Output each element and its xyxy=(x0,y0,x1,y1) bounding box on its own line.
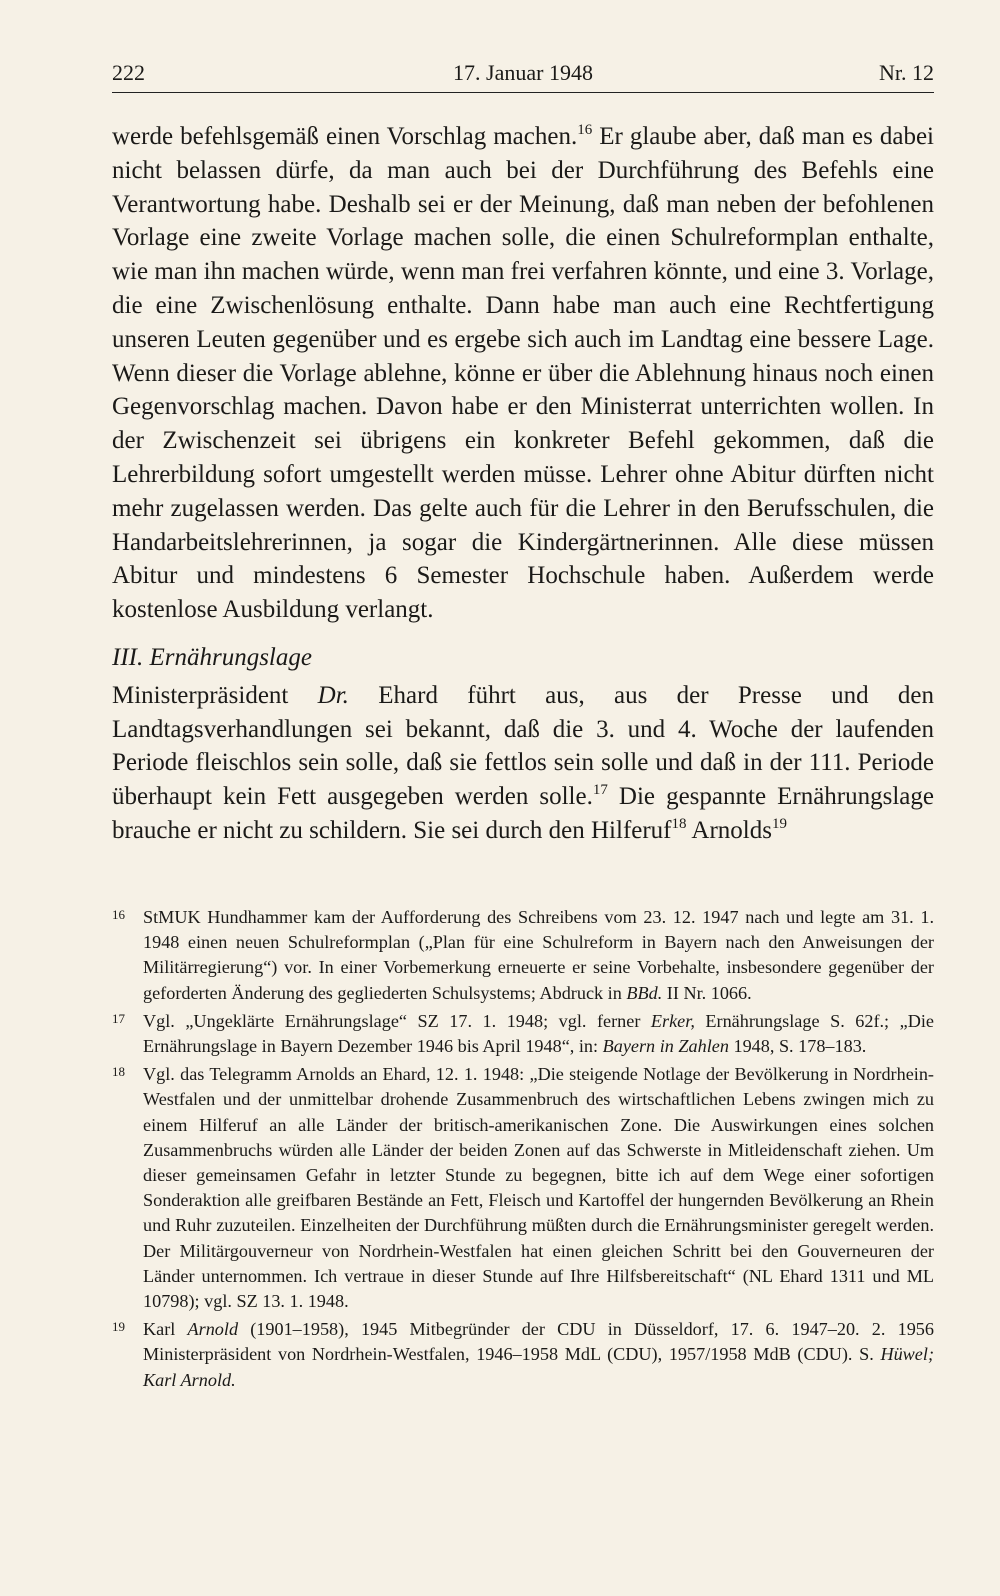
paragraph-2-text-d: Arnolds xyxy=(686,816,772,844)
footnote-19 xyxy=(112,1317,934,1393)
paragraph-2-text-a: Ministerpräsident xyxy=(112,681,318,709)
paragraph-2-space xyxy=(349,682,378,709)
paragraph-1 xyxy=(112,120,934,627)
running-header xyxy=(112,58,934,93)
footnote-italic: Arnold xyxy=(187,1319,239,1340)
footnote-number: 16 xyxy=(112,907,125,922)
footnote-text: Vgl. „Ungeklärte Ernährungslage“ SZ 17. 1. 1948; vgl. ferner xyxy=(143,1010,651,1031)
footnote-16 xyxy=(112,905,934,1006)
paragraph-2 xyxy=(112,679,934,848)
footnote-ref-19: 19 xyxy=(771,815,787,832)
footnote-italic: Bayern in Zahlen xyxy=(602,1036,729,1057)
footnote-ref-16: 16 xyxy=(577,122,593,138)
title-dr: Dr. xyxy=(317,681,349,709)
footnote-ref-18: 18 xyxy=(671,815,687,832)
footnote-text: Vgl. das Telegramm Arnolds an Ehard, 12. 1. 1948: „Die steigende Notlage der Bevölkerung in Nordrhein-Westfalen und der unmittelbar drohende Zusammenbruch des wirtschaftlichen Lebens zwingen mich zu einem Hilferuf an alle Länder der britisch-amerikanischen Zone. Die Auswirkungen eines solchen Zusammenbruchs würden alle Länder der beiden Zonen auf das Schwerste in Mitleidenschaft ziehen. Um dieser gemeinsamen Gefahr in letzter Stunde zu begegnen, bitte ich auf dem Wege einer sofortigen Sonderaktion alle greifbaren Bestände an Fett, Fleisch und Kartoffel der hungernden Bevölkerung an Rhein und Ruhr zuzuteilen. Einzelheiten der Durchführung müßten durch die Ernährungsminister geregelt werden. Der Militärgouverneur von Nordrhein-Westfalen hat einen gleichen Schritt bei den Gouverneuren der Länder unternommen. Ich vertraue in dieser Stunde auf Ihre Hilfsbereitschaft“ (NL Ehard 1311 und ML 10798); vgl. SZ 13. 1. 1948. xyxy=(143,1064,934,1312)
footnote-italic: BBd. xyxy=(626,982,663,1003)
paragraph-1-text-b: Er glaube aber, daß man es dabei nicht belassen dürfe, da man auch bei der Durchführung des Befehls eine Verantwortung habe. Deshalb sei er der Meinung, daß man neben der befohlenen Vorlage eine zweite Vorlage machen solle, die einen Schulreformplan enthalte, wie man ihn machen würde, wenn man frei verfahren könnte, und eine 3. Vorlage, die eine Zwischenlösung enthalte. Dann habe man auch eine Rechtfertigung unseren Leuten gegenüber und es ergebe sich auch im Landtag eine bessere Lage. Wenn dieser die Vorlage ablehne, könne er über die Ablehnung hinaus noch einen Gegenvorschlag machen. Davon habe er den Ministerrat unterrichten wollen. In der Zwischenzeit sei übrigens ein konkreter Befehl gekommen, daß die Lehrerbildung sofort umgestellt werden müsse. Lehrer ohne Abitur dürften nicht mehr zugelassen werden. Das gelte auch für die Lehrer in den Berufsschulen, die Handarbeitslehrerinnen, ja sogar die Kindergärtnerinnen. Alle diese müssen Abitur und mindestens 6 Semester Hochschule haben. Außerdem werde kostenlose Ausbildung verlangt. xyxy=(112,123,934,624)
paragraph-2-text-b: führt aus, aus der Presse und den Landtagsverhandlungen sei bekannt, daß die 3. und 4. Woche der laufenden Periode fleischlos sein solle, daß sie fettlos sein solle und daß in der 111. Periode überhaupt kein Fett ausgegeben werden solle. xyxy=(112,681,934,811)
page-number: 222 xyxy=(112,60,145,85)
document-number: Nr. 12 xyxy=(879,60,934,85)
footnote-italic: Erker, xyxy=(650,1010,695,1031)
section-heading: III. Ernährungslage xyxy=(112,643,312,671)
footnote-number: 18 xyxy=(112,1064,125,1080)
footnote-ref-17: 17 xyxy=(592,782,608,799)
footnote-number: 17 xyxy=(112,1010,125,1026)
footnote-text: Karl xyxy=(143,1319,188,1340)
paragraph-1-text-a: werde befehlsgemäß einen Vorschlag machen. xyxy=(112,123,578,150)
footnote-italic: Hüwel; Karl Arnold. xyxy=(143,1344,934,1390)
footnote-text: StMUK Hundhammer kam der Aufforderung des Schreibens vom 23. 12. 1947 nach und legte am 31. 1. 1948 einen neuen Schulreformplan („Plan für eine Schulreform in Bayern nach den Anweisungen der Militärregierung“) vor. In einer Vorbemerkung erneuerte er seine Vorbehalte, insbesondere gegenüber der geforderten Änderung des gegliederten Schulsystems; Abdruck in xyxy=(143,907,934,1003)
footnote-text: II Nr. 1066. xyxy=(662,982,752,1003)
footnote-18 xyxy=(112,1062,934,1314)
paragraph-2-text-c: Die gespannte Ernährungslage brauche er nicht zu schildern. Sie sei durch den Hilferuf xyxy=(112,783,934,844)
footnote-17 xyxy=(112,1009,934,1059)
footnote-number: 19 xyxy=(112,1319,125,1335)
name-ehard: Ehard xyxy=(378,681,438,709)
footnote-text: (1901–1958), 1945 Mitbegründer der CDU in Düsseldorf, 17. 6. 1947–20. 2. 1956 Ministerpräsident von Nordrhein-Westfalen, 1946–1958 MdL (CDU), 1957/1958 MdB (CDU). S. xyxy=(143,1319,934,1365)
footnote-text: Ernährungslage S. 62f.; „Die Ernährungslage in Bayern Dezember 1946 bis April 1948“, in: xyxy=(143,1010,934,1057)
main-text xyxy=(112,120,934,848)
header-date: 17. Januar 1948 xyxy=(453,60,593,85)
footnote-text: 1948, S. 178–183. xyxy=(728,1036,867,1057)
footnotes xyxy=(112,905,934,1396)
